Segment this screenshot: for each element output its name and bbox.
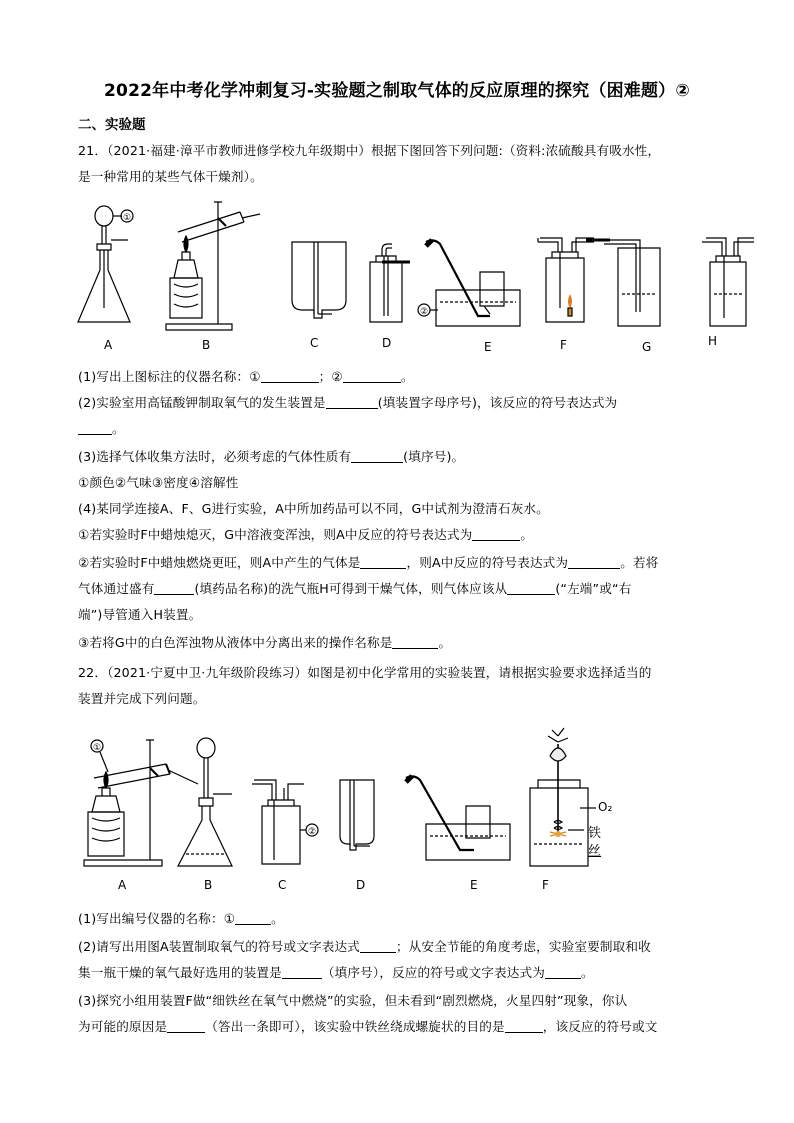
q21-part-3: (3)选择气体收集方法时，必须考虑的气体性质有 (填序号)。 [78, 449, 465, 464]
q22-apparatus-c-icon [252, 780, 318, 864]
q21-label-d: D [382, 336, 392, 350]
q22-stem-line-1: 22．（2021·宁夏中卫·九年级阶段练习）如图是初中化学常用的实验装置，请根据实验要求选择适当的 [78, 665, 652, 680]
svg-text:①: ① [93, 743, 102, 753]
q22-part-1: (1)写出编号仪器的名称：① 。 [78, 911, 284, 926]
svg-text:②: ② [420, 307, 429, 317]
apparatus-e-trough-icon [418, 240, 520, 326]
q22-label-b: B [204, 878, 213, 892]
q21-stem-line-2: 是一种常用的某些气体干燥剂）。 [78, 169, 263, 184]
q21-part-4-1: ①若实验时F中蜡烛熄灭，G中溶液变浑浊，则A中反应的符号表达式为 。 [78, 527, 534, 542]
section-heading: 二、实验题 [78, 117, 146, 133]
q22-iron-label-1: 铁 [588, 826, 602, 841]
q21-part-4-4: 端”)导管通入H装置。 [78, 607, 202, 622]
q22-apparatus-e-icon [406, 776, 510, 860]
q21-part-4-3: 气体通过盛有 (填药品名称)的洗气瓶H可得到干燥气体，则气体应该从 (“左端”或“右 [78, 581, 632, 596]
q22-part-2: (2)请写出用图A装置制取氧气的符号或文字表达式 ；从安全节能的角度考虑，实验室要制取和收 [78, 939, 651, 954]
q22-apparatus-f-icon [530, 728, 596, 866]
q22-apparatus-b-icon [178, 738, 232, 866]
q21-part-2-cont: 。 [78, 418, 125, 437]
q22-apparatus-d-icon [340, 780, 374, 850]
svg-text:①: ① [123, 213, 132, 223]
q21-label-h: H [708, 334, 718, 348]
q22-apparatus-figure [80, 726, 640, 874]
page-title: 2022年中考化学冲刺复习-实验题之制取气体的反应原理的探究（困难题）② [104, 81, 690, 101]
apparatus-c-bottle-icon [292, 242, 346, 318]
apparatus-h-wash-bottle-icon [702, 238, 754, 326]
q22-part-3-cont: 为可能的原因是 （答出一条即可），该实验中铁丝绕成螺旋状的目的是 ，该反应的符号或文 [78, 1019, 658, 1034]
q22-label-f: F [542, 878, 549, 892]
q21-label-e: E [484, 340, 492, 354]
apparatus-f-candle-bottle-icon [538, 238, 610, 322]
q22-o2-label: O₂ [598, 800, 613, 814]
q21-label-a: A [104, 338, 113, 352]
q21-apparatus-figure [70, 198, 760, 338]
q21-part-4-5: ③若将G中的白色浑浊物从液体中分离出来的操作名称是 。 [78, 635, 452, 650]
q22-label-e: E [470, 878, 478, 892]
q21-label-g: G [642, 340, 652, 354]
q22-iron-label-2: 丝 [588, 844, 602, 859]
q22-apparatus-a-icon [84, 740, 198, 866]
q21-label-f: F [560, 338, 567, 352]
q21-stem-line-1: 21．（2021·福建·漳平市教师进修学校九年级期中）根据下图回答下列问题:（资料:浓硫酸具有吸水性， [78, 143, 661, 158]
q21-part-1: (1)写出上图标注的仪器名称：① ；② 。 [78, 369, 414, 384]
q21-part-4: (4)某同学连接A、F、G进行实验，A中所加药品可以不同，G中试剂为澄清石灰水。 [78, 501, 549, 516]
q21-label-b: B [202, 338, 211, 352]
q22-label-c: C [278, 878, 287, 892]
q21-label-c: C [310, 336, 319, 350]
q22-label-d: D [356, 878, 366, 892]
apparatus-a-flask-icon [78, 206, 130, 322]
q22-label-a: A [118, 878, 127, 892]
q21-part-3-options: ①颜色②气味③密度④溶解性 [78, 475, 239, 490]
q22-part-3: (3)探究小组用装置F做“细铁丝在氧气中燃烧”的实验，但未看到“剧烈燃烧，火星四射”现象，你认 [78, 993, 628, 1008]
q22-stem-line-2: 装置并完成下列问题。 [78, 691, 206, 706]
apparatus-b-heating-setup-icon [166, 202, 260, 330]
q21-part-2: (2)实验室用高锰酸钾制取氧气的发生装置是 (填装置字母序号)，该反应的符号表达式为 [78, 395, 618, 410]
q21-part-4-2: ②若实验时F中蜡烛燃烧更旺，则A中产生的气体是 ，则A中反应的符号表达式为 。若将 [78, 555, 659, 570]
apparatus-g-beaker-icon [600, 240, 660, 326]
q22-part-2-cont: 集一瓶干燥的氧气最好选用的装置是 （填序号），反应的符号或文字表达式为 。 [78, 965, 594, 980]
apparatus-d-bottle-icon [370, 244, 410, 322]
svg-text:②: ② [308, 827, 317, 837]
